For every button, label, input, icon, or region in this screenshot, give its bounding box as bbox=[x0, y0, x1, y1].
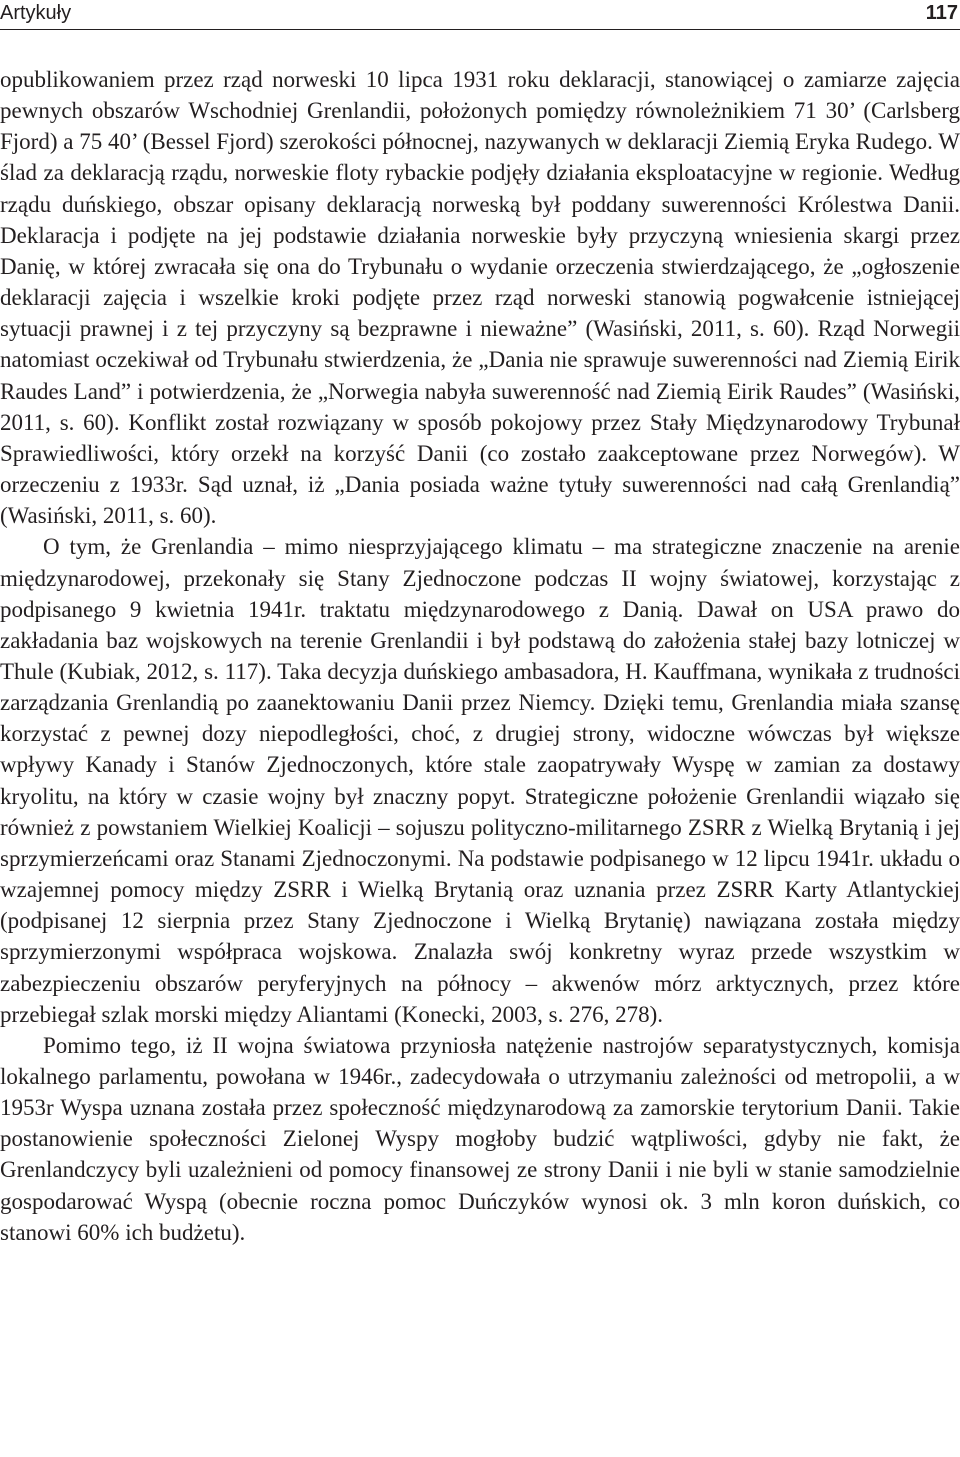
header-rule bbox=[0, 29, 960, 30]
paragraph: opublikowaniem przez rząd norweski 10 lipca 1931 roku deklaracji, stanowiącej o zamiarze zajęcia pewnych obszarów Wschodniej Grenlandii, położonych pomiędzy równoleżnikiem 71 30’ (Carlsberg Fjord) a 75 40’ (Bessel Fjord) szerokości północnej, nazywanych w deklaracji Ziemią Eryka Rudego. W ślad za deklaracją rządu, norweskie floty rybackie podjęły działania eksploatacyjne w regionie. Według rządu duńskiego, obszar opisany deklaracją norweską był poddany suwerenności Królestwa Danii. Deklaracja i podjęte na jej podstawie działania norweskie były przyczyną wniesienia skargi przez Danię, w której zwracała się ona do Trybunału o wydanie orzeczenia stwierdzającego, że „ogłoszenie deklaracji zajęcia i wszelkie kroki podjęte przez rząd norweski stanowią pogwałcenie istniejącej sytuacji prawnej i z tej przyczyny są bezprawne i nieważne” (Wasiński, 2011, s. 60). Rząd Norwegii natomiast oczekiwał od Trybunału stwierdzenia, że „Dania nie sprawuje suwerenności nad Ziemią Eirik Raudes Land” i potwierdzenia, że „Norwegia nabyła suwerenność nad Ziemią Eirik Raudes” (Wasiński, 2011, s. 60). Konflikt został rozwiązany w sposób pokojowy przez Stały Międzynarodowy Trybunał Sprawiedliwości, który orzekł na korzyść Danii (co zostało zaakceptowane przez Norwegów). W orzeczeniu z 1933r. Sąd uznał, iż „Dania posiada ważne tytuły suwerenności nad całą Grenlandią” (Wasiński, 2011, s. 60). bbox=[0, 67, 960, 529]
paragraph: O tym, że Grenlandia – mimo niesprzyjającego klimatu – ma strategiczne znaczenie na arenie międzynarodowej, przekonały się Stany Zjednoczone podczas II wojny światowej, korzystając z podpisanego 9 kwietnia 1941r. traktatu międzynarodowego z Danią. Dawał on USA prawo do zakładania baz wojskowych na terenie Grenlandii i był podstawą do założenia stałej bazy lotniczej w Thule (Kubiak, 2012, s. 117). Taka decyzja duńskiego ambasadora, H. Kauffmana, wynikała z trudności zarządzania Grenlandią po zaanektowaniu Danii przez Niemcy. Dzięki temu, Grenlandia miała szansę korzystać z pewnej dozy niepodległości, choć, z drugiej strony, widoczne wówczas był większe wpływy Kanady i Stanów Zjednoczonych, które stale zaopatrywały Wyspę w zamian za dostawy kryolitu, na który w czasie wojny był znaczny popyt. Strategiczne położenie Grenlandii wiązało się również z powstaniem Wielkiej Koalicji – sojuszu polityczno-militarnego ZSRR z Wielką Brytanią i jej sprzymierzeńcami oraz Stanami Zjednoczonymi. Na podstawie podpisanego w 12 lipcu 1941r. układu o wzajemnej pomocy między ZSRR i Wielką Brytanią oraz uznania przez ZSRR Karty Atlantyckiej (podpisanej 12 sierpnia przez Stany Zjednoczone i Wielką Brytanię) nawiązana została między sprzymierzonymi współpraca wojskowa. Znalazła swój konkretny wyraz przede wszystkim w zabezpieczeniu obszarów peryferyjnych na północy – akwenów mórz arktycznych, przez które przebiegał szlak morski między Aliantami (Konecki, 2003, s. 276, 278). bbox=[0, 534, 960, 1027]
section-title: Artykuły bbox=[0, 2, 72, 24]
paragraph: Pomimo tego, iż II wojna światowa przyniosła natężenie nastrojów separatystycznych, komisja lokalnego parlamentu, powołana w 1946r., zadecydowała o utrzymaniu zależności od metropolii, a w 1953r Wyspa uznana została przez społeczność międzynarodową za zamorskie terytorium Danii. Takie postanowienie społeczności Zielonej Wyspy mogłoby budzić wątpliwości, gdyby nie fakt, że Grenlandczycy byli uzależnieni od pomocy finansowej ze strony Danii i nie byli w stanie samodzielnie gospodarować Wyspą (obecnie roczna pomoc Duńczyków wynosi ok. 3 mln koron duńskich, co stanowi 60% ich budżetu). bbox=[0, 1032, 960, 1245]
page-number: 117 bbox=[925, 2, 958, 24]
running-head bbox=[0, 0, 960, 30]
article-body bbox=[0, 64, 960, 1248]
